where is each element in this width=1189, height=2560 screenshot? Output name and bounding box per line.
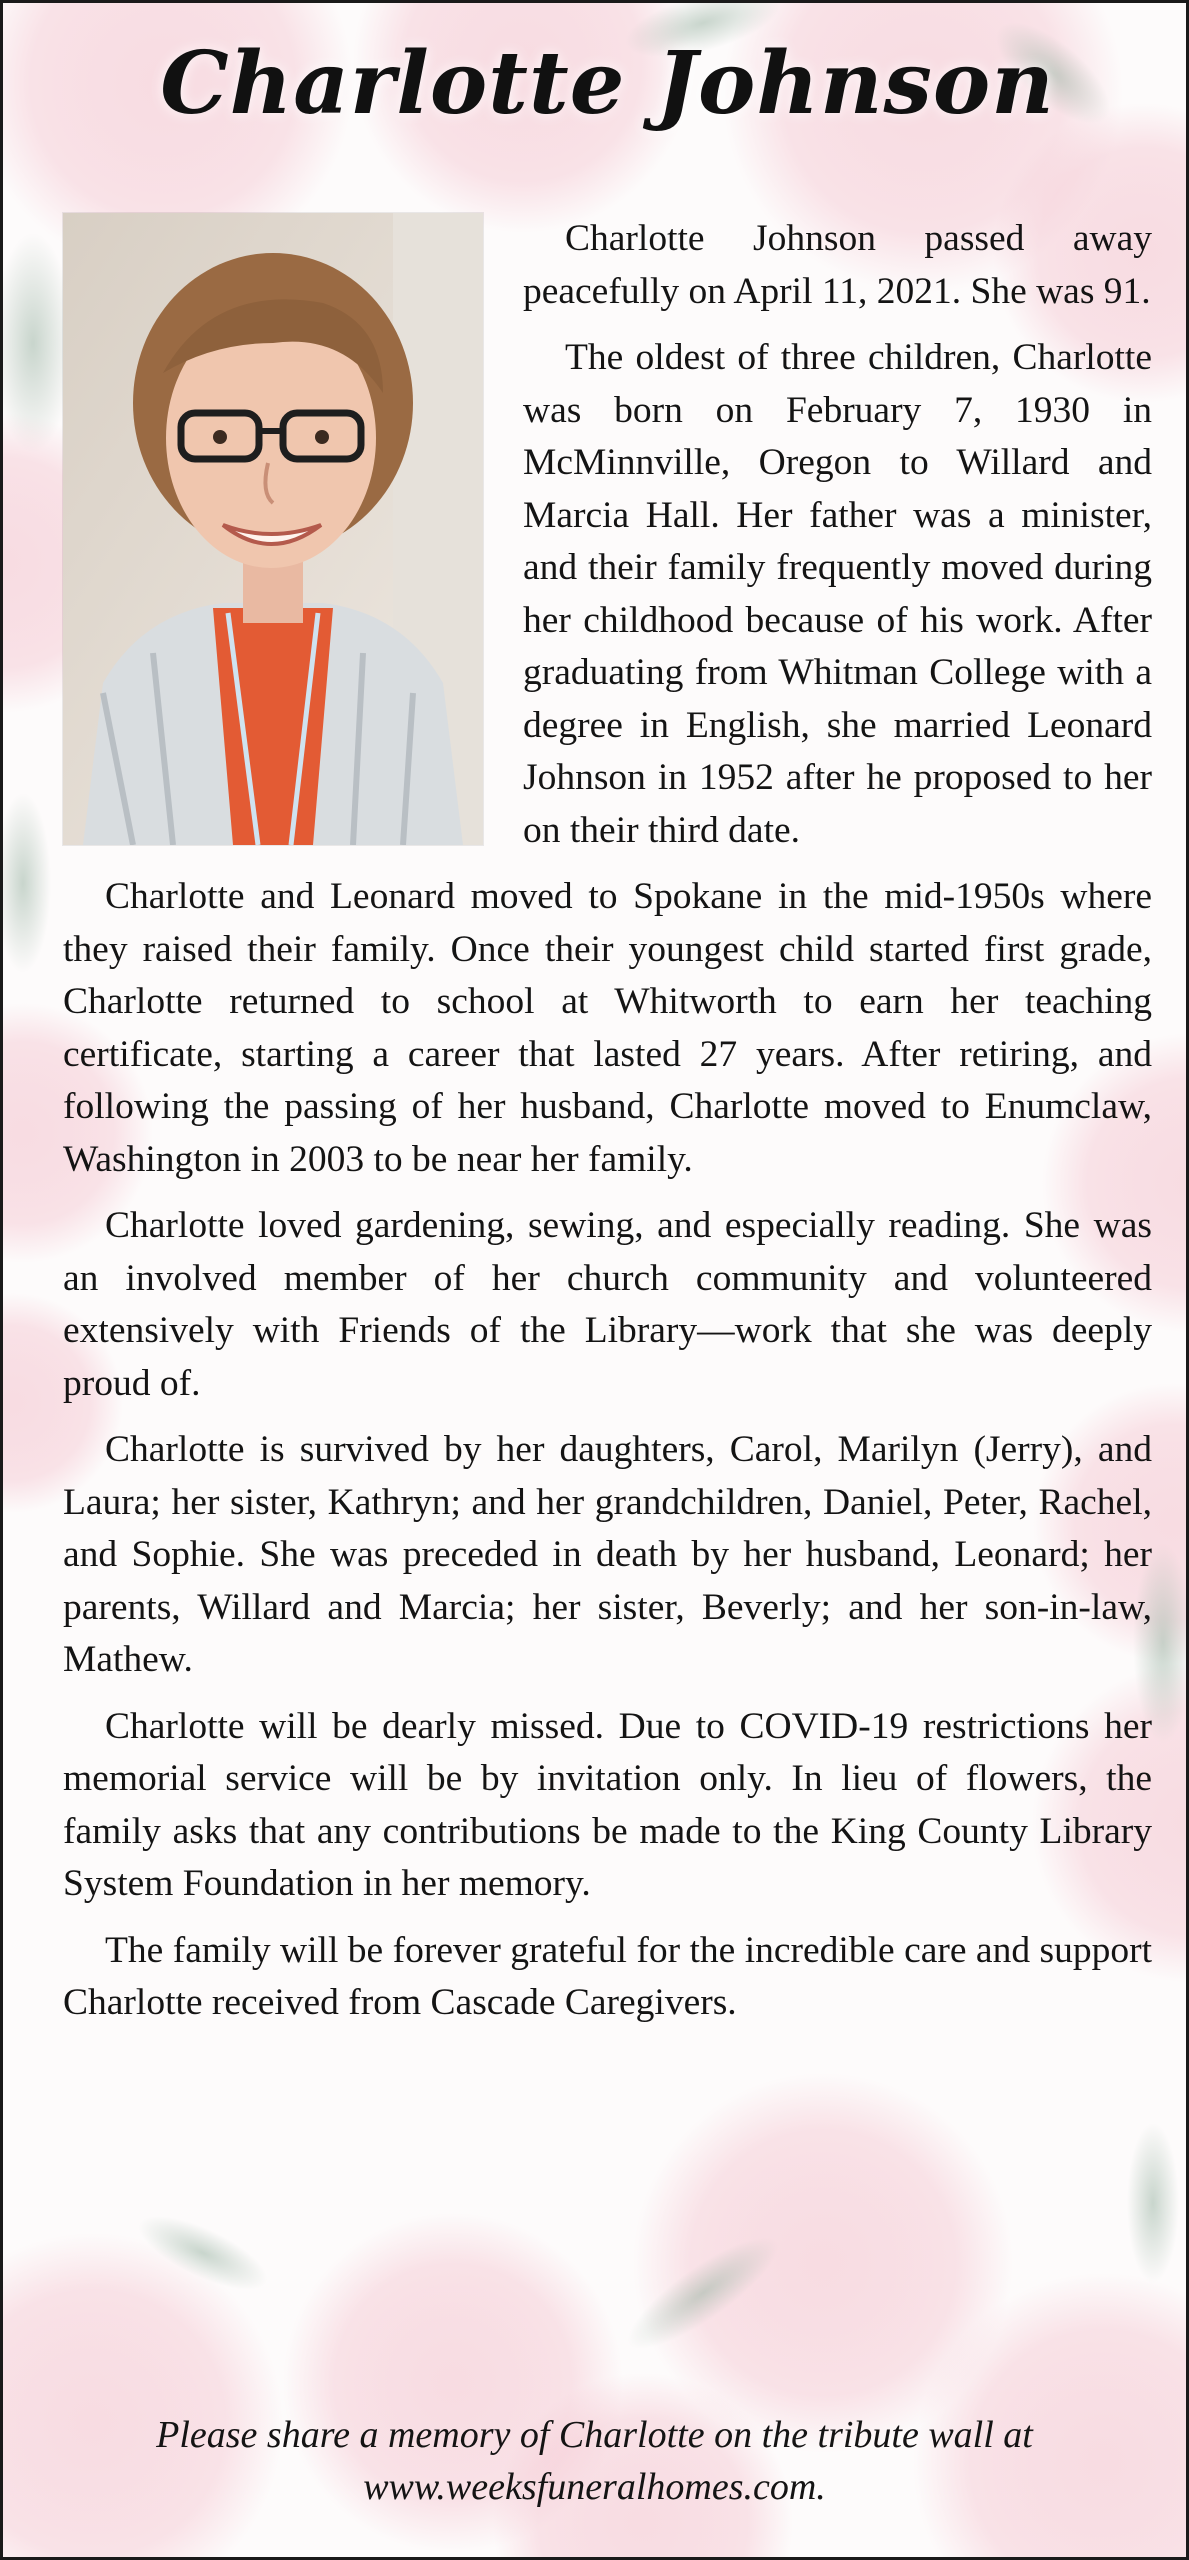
tribute-invitation-text: Please share a memory of Charlotte on the tribute wall at (156, 2414, 1033, 2456)
tribute-footer (43, 2409, 1146, 2513)
portrait-photo (63, 213, 483, 845)
obituary-body (63, 213, 1152, 2030)
paragraph-family-career: Charlotte and Leonard moved to Spokane in the mid-1950s where they raised their family. Once their youngest child started first grade, Charlotte returned to school at Whitworth to earn her teaching certificate, starting a career that lasted 27 years. After retiring, and following the passing of her husband, Charlotte moved to Enumclaw, Washington in 2003 to be near her family. (63, 876, 1152, 1180)
portrait-photo-illustration (63, 213, 483, 845)
obituary-content (3, 3, 1186, 2030)
paragraph-early-life: The oldest of three children, Charlotte was born on February 7, 1930 in McMinnville, Oregon to Willard and Marcia Hall. Her father was a minister, and their family frequently moved during her childhood because of his work. After graduating from Whitman College with a degree in English, she married Leonard Johnson in 1952 after he proposed to her on their third date. (523, 337, 1152, 851)
paragraph-survivors: Charlotte is survived by her daughters, Carol, Marilyn (Jerry), and Laura; her sister, Kathryn; and her grandchildren, Daniel, Peter, Rachel, and Sophie. She was preceded in death by her husband, Leonard; her parents, Willard and Marcia; her sister, Beverly; and her son-in-law, Mathew. (63, 1429, 1152, 1680)
paragraph-memorial: Charlotte will be dearly missed. Due to COVID-19 restrictions her memorial service will be by invitation only. In lieu of flowers, the family asks that any contributions be made to the King County Library System Foundation in her memory. (63, 1705, 1152, 1904)
paragraph-announcement: Charlotte Johnson passed away peacefully on April 11, 2021. She was 91. (523, 218, 1152, 312)
paragraph-interests: Charlotte loved gardening, sewing, and especially reading. She was an involved member of her church community and volunteered extensively with Friends of the Library—work that she was deeply proud of. (63, 1205, 1152, 1404)
obituary-title: Charlotte Johnson (160, 33, 1055, 134)
paragraph-gratitude: The family will be forever grateful for the incredible care and support Charlotte received from Cascade Caregivers. (63, 1929, 1152, 2023)
funeral-home-website-link[interactable]: www.weeksfuneralhomes.com. (363, 2466, 826, 2508)
